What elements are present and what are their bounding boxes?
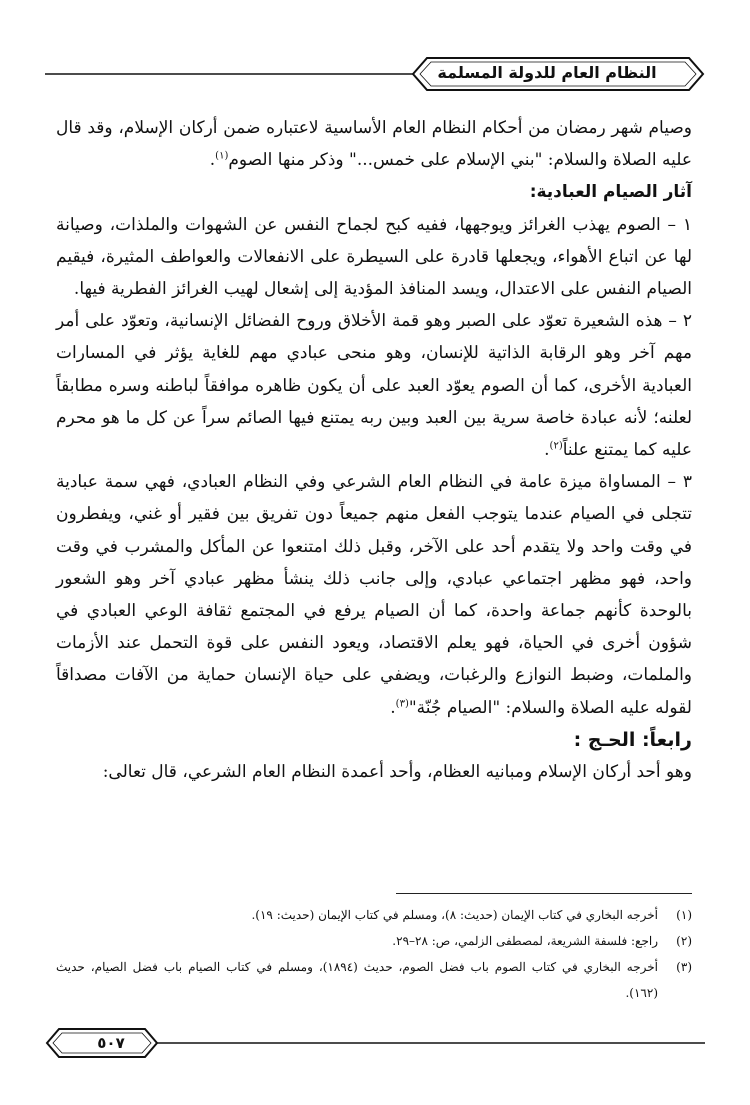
footnote-ref: (٣)	[395, 698, 409, 709]
footnote-ref: (١)	[215, 150, 229, 162]
footnote-item	[56, 954, 692, 1006]
section-heading-hajj: رابعاً: الحـج :	[573, 728, 692, 751]
footnote-text: أخرجه البخاري في كتاب الإيمان (حديث: ٨)، ومسلم في كتاب الإيمان (حديث: ١٩).	[251, 908, 658, 922]
footnote-item	[56, 902, 692, 928]
footnote-text: أخرجه البخاري في كتاب الصوم باب فضل الصوم، حديث (١٨٩٤)، ومسلم في كتاب الصيام باب فضل الصيام، حديث (١٦٢).	[56, 960, 658, 1000]
paragraph-fasting-ramadan: وصيام شهر رمضان من أحكام النظام العام الأساسية لاعتباره ضمن أركان الإسلام، وقد قال عليه الصلاة والسلام: "بني الإسلام على خمس..." وذكر منها الصوم$^{(١)}$.	[56, 118, 692, 171]
page-body	[56, 112, 692, 788]
footnote-text: راجع: فلسفة الشريعة، لمصطفى الزلمي، ص: ٢٨–٢٩.	[392, 934, 658, 948]
page-number: ٥٠٧	[97, 1034, 125, 1052]
footnote-number: (١)	[676, 908, 692, 922]
footnotes	[56, 902, 692, 1006]
footnote-number: (٣)	[676, 960, 692, 974]
running-header-title: النظام العام للدولة المسلمة	[437, 63, 657, 82]
paragraph-point-2: ٢ – هذه الشعيرة تعوّد على الصبر وهو قمة الأخلاق وروح الفضائل الإنسانية، وتعوّد على أمر مهم آخر وهو الرقابة الذاتية للإنسان، وهو منحى عبادي مهم للغاية يؤثر في المسارات العبادية الأخرى، كما أن الصوم يعوّد العبد على أن يكون ظاهره موافقاً لباطنه وسره مطابقاً لعلنه؛ لأنه عبادة خاصة سرية بين العبد وبين ربه يمتنع فيها الصائم سراً عن كل ما هو محرم عليه كما يمتنع علناً$^{(٢)}$.	[56, 311, 692, 461]
paragraph-text: وصيام شهر رمضان من أحكام النظام العام الأساسية لاعتباره ضمن أركان الإسلام، وقد قال عليه الصلاة والسلام: "بني الإسلام على خمس..." وذكر منها الصوم	[56, 118, 692, 171]
footnote-ref: (٢)	[549, 440, 563, 452]
paragraph-text: ٣ – المساواة ميزة عامة في النظام العام الشرعي وفي النظام العبادي، فهي سمة عبادية تتجلى في الصيام عندما يتوجب الفعل منهم جميعاً دون تفريق بين فقير أو غني، ويفطرون في وقت واحد ولا يتقدم أحد على الآخر، وقبل ذلك امتنعوا عن المأكل والمشرب في وقت واحد، فهو مظهر اجتماعي عبادي، وإلى جانب ذلك ينشأ مظهر عبادي آخر وهو الشعور بالوحدة كأنهم جماعة واحدة، كما أن الصيام يرفع في المجتمع ثقافة الوعي العبادي في شؤون أخرى في الحياة، فهو يعلم الاقتصاد، ويعود النفس على قوة التحمل عند الأزمات والملمات، وضبط النوازع والرغبات، ويضفي على حياة الإنسان حماية من الآفات مصداقاً لقوله عليه الصلاة والسلام: "الصيام جُنّة"	[56, 472, 692, 718]
paragraph-text: ٢ – هذه الشعيرة تعوّد على الصبر وهو قمة الأخلاق وروح الفضائل الإنسانية، وتعوّد على أمر مهم آخر وهو الرقابة الذاتية للإنسان، وهو منحى عبادي مهم للغاية يؤثر في المسارات العبادية الأخرى، كما أن الصوم يعوّد العبد على أن يكون ظاهره موافقاً لباطنه وسره مطابقاً لعلنه؛ لأنه عبادة خاصة سرية بين العبد وبين ربه يمتنع فيها الصائم سراً عن كل ما هو محرم عليه كما يمتنع علناً	[56, 311, 692, 461]
footnote-item	[56, 928, 692, 954]
footnote-separator	[396, 893, 692, 894]
page-number-badge	[45, 1025, 705, 1061]
running-header	[45, 52, 705, 96]
page-number-frame	[45, 1025, 705, 1061]
paragraph-point-1: ١ – الصوم يهذب الغرائز ويوجهها، ففيه كبح لجماح النفس عن الشهوات والملذات، وصيانة لها عن اتباع الأهواء، ويجعلها قادرة على السيطرة على الانفعالات والعواطف المثيرة، فيقيم الصيام النفس على الاعتدال، ويسد المنافذ المؤدية إلى إشعال لهيب الغرائز الفطرية فيها.	[56, 214, 692, 300]
footnote-number: (٢)	[676, 934, 692, 948]
paragraph-point-3: ٣ – المساواة ميزة عامة في النظام العام الشرعي وفي النظام العبادي، فهي سمة عبادية تتجلى في الصيام عندما يتوجب الفعل منهم جميعاً دون تفريق بين فقير أو غني، ويفطرون في وقت واحد ولا يتقدم أحد على الآخر، وقبل ذلك امتنعوا عن المأكل والمشرب في وقت واحد، فهو مظهر اجتماعي عبادي، وإلى جانب ذلك ينشأ مظهر عبادي آخر وهو الشعور بالوحدة كأنهم جماعة واحدة، كما أن الصيام يرفع في المجتمع ثقافة الوعي العبادي في شؤون أخرى في الحياة، فهو يعلم الاقتصاد، ويعود النفس على قوة التحمل عند الأزمات والملمات، وضبط النوازع والرغبات، ويضفي على حياة الإنسان حماية من الآفات مصداقاً لقوله عليه الصلاة والسلام: "الصيام جُنّة"$^{(٣)}$.	[56, 472, 692, 718]
section-heading-fasting-effects: آثار الصيام العبادية:	[529, 182, 692, 203]
paragraph-hajj-intro: وهو أحد أركان الإسلام ومبانيه العظام، وأحد أعمدة النظام العام الشرعي، قال تعالى:	[102, 762, 692, 783]
